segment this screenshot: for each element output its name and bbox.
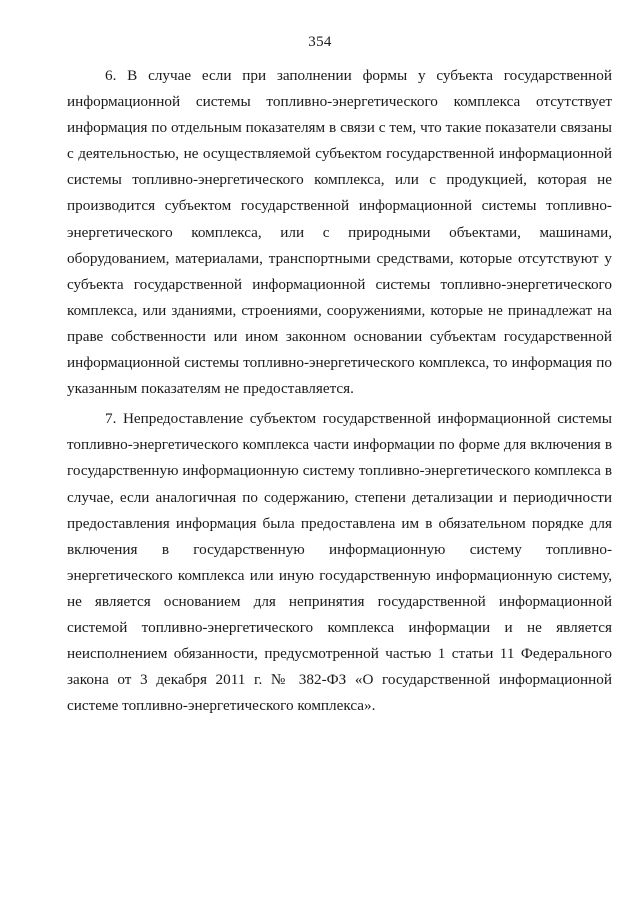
paragraph-7: 7. Непредоставление субъектом государственной информационной системы топливно-энергетического комплекса части информации по форме для включения в государственную информационную систему топливно-энергетического комплекса в случае, если аналогичная по содержанию, степени детализации и периодичности предоставления информация была предоставлена им в обязательном порядке для включения в государственную информационную систему топливно-энергетического комплекса или иную государственную информационную систему, не является основанием для непринятия государственной информационной системой топливно-энергетического комплекса информации и не является неисполнением обязанности, предусмотренной частью 1 статьи 11 Федерального закона от 3 декабря 2011 г. № 382-ФЗ «О государственной информационной системе топливно-энергетического комплекса». bbox=[67, 410, 612, 715]
page-number: 354 bbox=[308, 34, 332, 50]
paragraph-6: 6. В случае если при заполнении формы у субъекта государственной информационной системы топливно-энергетического комплекса отсутствует информация по отдельным показателям в связи с тем, что такие показатели связаны с деятельностью, не осуществляемой субъектом государственной информационной системы топливно-энергетического комплекса, или с продукцией, которая не производится субъектом государственной информационной системы топливно-энергетического комплекса, или с природными объектами, машинами, оборудованием, материалами, транспортными средствами, которые отсутствуют у субъекта государственной информационной системы топливно-энергетического комплекса, или зданиями, строениями, сооружениями, которые не принадлежат на праве собственности или ином законном основании субъектам государственной информационной системы топливно-энергетического комплекса, то информация по указанным показателям не предоставляется. bbox=[67, 67, 612, 398]
document-body bbox=[67, 63, 612, 723]
